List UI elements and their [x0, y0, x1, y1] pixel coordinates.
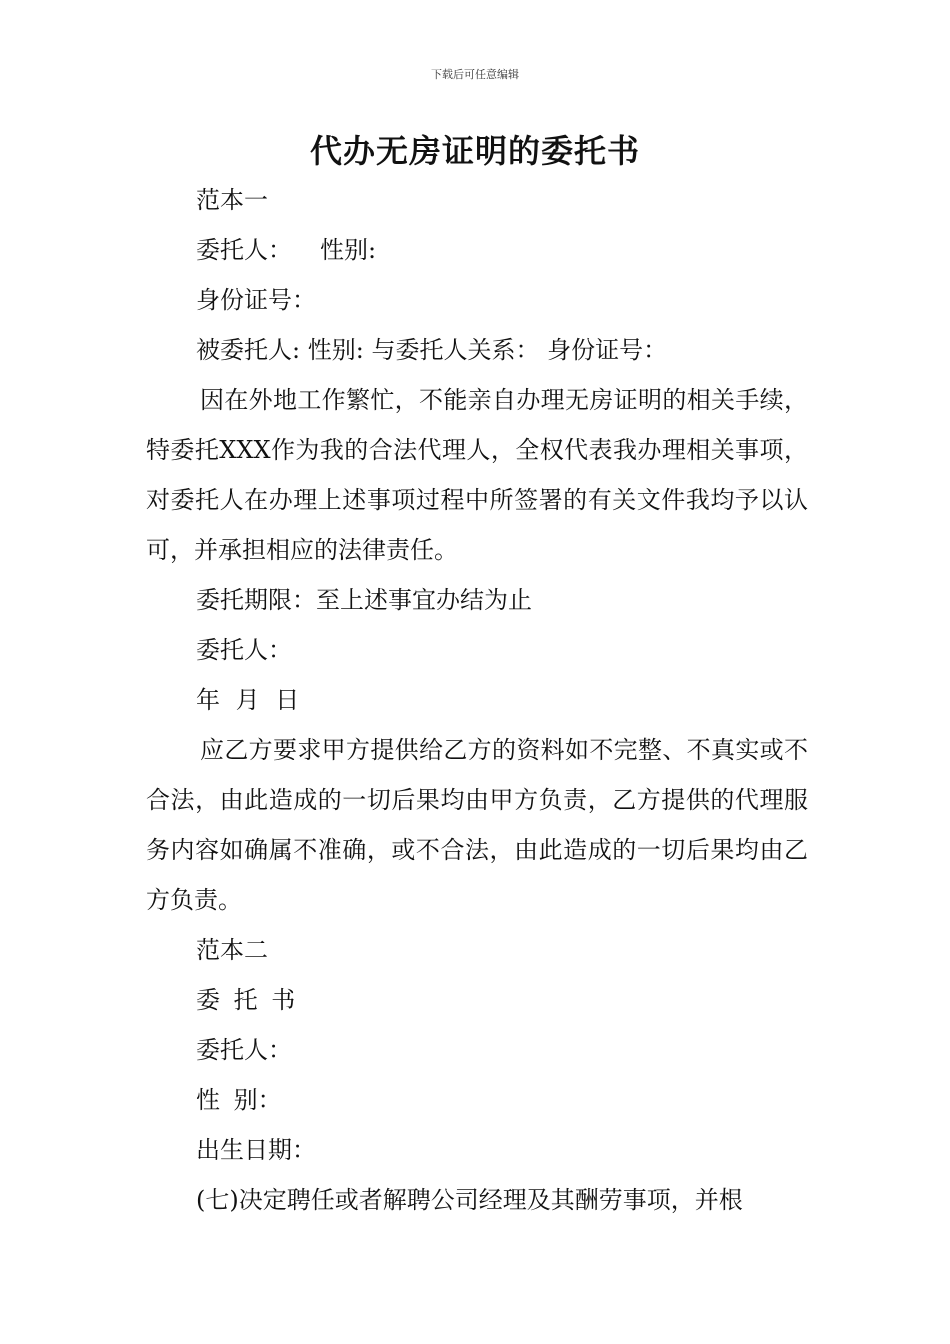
liability-paragraph: 应乙方要求甲方提供给乙方的资料如不完整、不真实或不合法，由此造成的一切后果均由甲方负责，乙方提供的代理服务内容如确属不准确，或不合法，由此造成的一切后果均由乙方负责。 — [146, 736, 808, 914]
document-title: 代办无房证明的委托书 — [309, 132, 640, 170]
agent-line — [146, 325, 808, 375]
agent-id-label: 身份证号： — [547, 336, 668, 364]
sample2-heading: 范本二 — [196, 936, 268, 964]
principal-label: 委托人： — [196, 236, 292, 264]
principal-gender-line — [146, 225, 808, 275]
document-body — [146, 175, 808, 1225]
relation-label: 与委托人关系： — [371, 336, 540, 364]
id-label: 身份证号： — [196, 286, 316, 314]
sample2-clause: (七)决定聘任或者解聘公司经理及其酬劳事项，并根 — [196, 1186, 743, 1214]
agent-gender-label: 性别: — [307, 336, 364, 364]
sample2-birth-label: 出生日期： — [196, 1136, 316, 1164]
header-note: 下载后可任意编辑 — [431, 68, 519, 81]
authorization-paragraph: 因在外地工作繁忙，不能亲自办理无房证明的相关手续，特委托XXX作为我的合法代理人，全权代表我办理相关事项，对委托人在办理上述事项过程中所签署的有关文件我均予以认可，并承担相应的法律责任。 — [146, 386, 808, 564]
sample2-doc-title: 委 托 书 — [196, 986, 296, 1014]
signature-label: 委托人： — [196, 636, 292, 664]
sample2-principal-label: 委托人： — [196, 1036, 292, 1064]
gender-label: 性别: — [320, 236, 377, 264]
date-label: 年 月 日 — [196, 686, 300, 714]
sample1-heading: 范本一 — [196, 186, 268, 214]
term-line: 委托期限：至上述事宜办结为止 — [196, 586, 532, 614]
agent-label: 被委托人: — [196, 336, 301, 364]
sample2-gender-label: 性 别： — [196, 1086, 282, 1114]
